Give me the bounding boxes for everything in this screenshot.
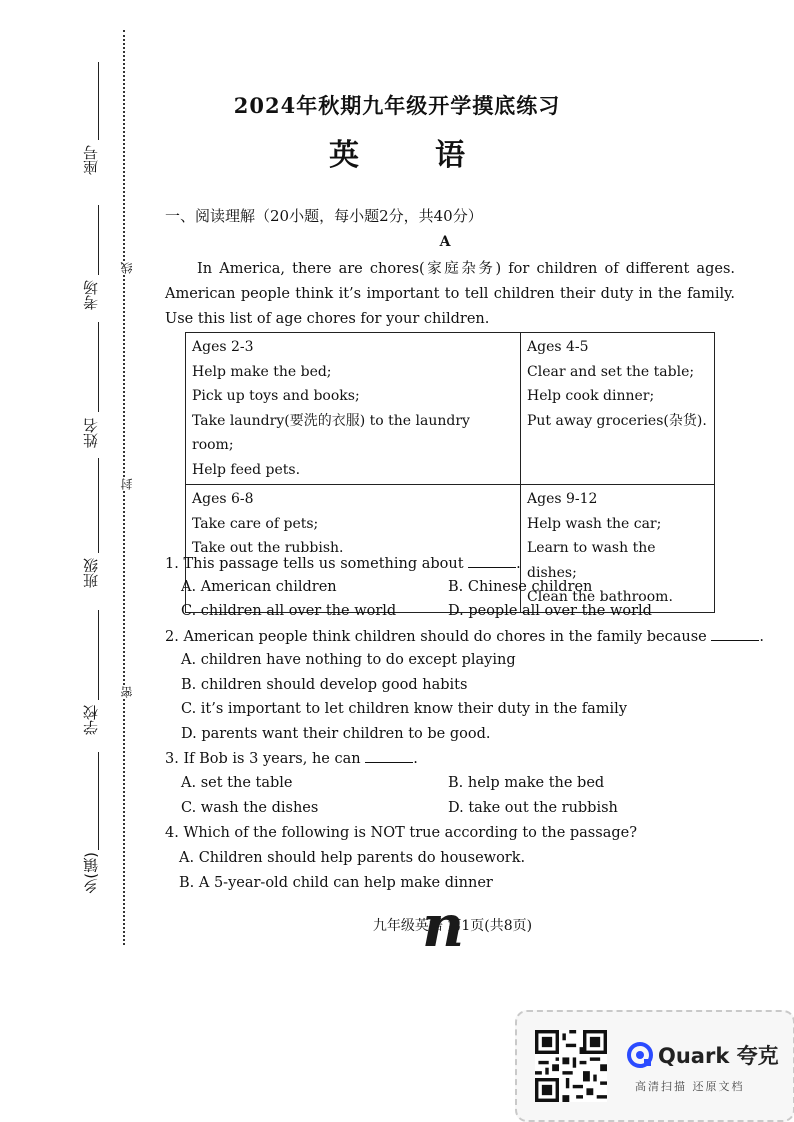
school-line xyxy=(98,610,99,700)
name-line xyxy=(98,322,99,412)
chore-item: Help wash the car; xyxy=(527,515,662,532)
question-2 xyxy=(165,628,764,645)
q3-option-c: C. wash the dishes xyxy=(181,800,319,816)
age-heading: Ages 2-3 xyxy=(192,339,254,355)
age-heading: Ages 6-8 xyxy=(192,491,254,507)
chore-item: Help feed pets. xyxy=(192,461,301,478)
question-4 xyxy=(165,825,637,841)
township-label: 乡(镇) xyxy=(82,852,100,894)
q3-option-a: A. set the table xyxy=(181,775,293,791)
q4-option-b: B. A 5-year-old child can help make dinner xyxy=(179,875,493,891)
answer-blank xyxy=(468,555,516,568)
exam-title: 2024年秋期九年级开学摸底练习 xyxy=(233,93,561,118)
quark-badge[interactable] xyxy=(515,1010,794,1122)
page-footer: 九年级英语 第1页(共8页) xyxy=(372,918,533,934)
q3-option-d: D. take out the rubbish xyxy=(448,800,618,816)
chore-item: Help make the bed; xyxy=(192,363,332,380)
chore-item: Take care of pets; xyxy=(192,515,319,532)
qr-code-icon[interactable] xyxy=(535,1030,607,1102)
question-stem: 1. This passage tells us something about xyxy=(165,556,469,572)
class-label: 班级 xyxy=(82,558,100,588)
question-stem-end: . xyxy=(759,629,764,645)
answer-blank xyxy=(711,628,759,641)
question-stem: 2. American people think children should do chores in the family because xyxy=(165,629,712,645)
table-row xyxy=(186,333,715,485)
chore-item: Put away groceries(杂货). xyxy=(527,412,707,429)
q3-option-b: B. help make the bed xyxy=(448,775,605,791)
table-cell xyxy=(521,333,715,485)
passage-text: In America, there are chores(家庭杂务) for children of different ages. American people think it’s important to tell children their duty in the family. Use this list of age chores for your children. xyxy=(165,261,735,327)
age-heading: Ages 4-5 xyxy=(527,339,589,355)
class-line xyxy=(98,458,99,553)
quark-logo-icon xyxy=(627,1042,653,1068)
subject-char-1: 英 xyxy=(329,138,359,173)
q1-option-d: D. people all over the world xyxy=(448,603,652,619)
chore-item: Learn to wash the dishes; xyxy=(527,540,656,581)
q1-option-b: B. Chinese children xyxy=(448,579,593,595)
age-heading: Ages 9-12 xyxy=(527,491,598,507)
school-label: 学校 xyxy=(82,705,100,735)
q2-option-b: B. children should develop good habits xyxy=(181,677,468,693)
cut-mark-line: 线 xyxy=(120,262,134,274)
cut-mark-secret: 密 xyxy=(120,686,134,698)
question-stem-end: . xyxy=(413,751,418,767)
section-heading: 一、阅读理解（20小题，每小题2分，共40分） xyxy=(165,207,483,225)
subject-char-2: 语 xyxy=(435,138,465,173)
exam-room-label: 考场 xyxy=(82,280,100,310)
q1-option-a: A. American children xyxy=(181,579,337,595)
question-3 xyxy=(165,750,418,767)
township-line xyxy=(98,752,99,850)
q2-option-c: C. it’s important to let children know their duty in the family xyxy=(181,701,628,717)
subject-title xyxy=(0,130,794,174)
answer-blank xyxy=(365,750,413,763)
watermark-glyph: n xyxy=(422,892,465,960)
chore-item: Help cook dinner; xyxy=(527,388,655,404)
q4-option-a: A. Children should help parents do housework. xyxy=(179,850,526,866)
quark-brand: Quark 夸克 xyxy=(658,1044,779,1068)
q2-option-d: D. parents want their children to be good. xyxy=(181,726,491,742)
passage-label: A xyxy=(439,234,451,250)
q1-option-c: C. children all over the world xyxy=(181,603,397,619)
chore-item: Clear and set the table; xyxy=(527,363,695,380)
chore-item: Pick up toys and books; xyxy=(192,388,360,404)
passage-paragraph xyxy=(165,257,735,332)
quark-subtitle: 高清扫描 还原文档 xyxy=(635,1080,745,1093)
q2-option-a: A. children have nothing to do except playing xyxy=(181,652,516,668)
chore-item: Take laundry(要洗的衣服) to the laundry room; xyxy=(192,412,470,453)
chore-item: Clean the bathroom. xyxy=(527,589,673,605)
question-1 xyxy=(165,555,521,572)
seat-number-label: 座号 xyxy=(82,145,100,175)
question-stem-end: . xyxy=(516,556,521,572)
question-stem: 3. If Bob is 3 years, he can xyxy=(165,751,366,767)
cut-mark-seal: 封 xyxy=(120,478,134,490)
table-cell xyxy=(186,333,521,485)
question-stem: 4. Which of the following is NOT true according to the passage? xyxy=(165,825,637,841)
chore-item: Take out the rubbish. xyxy=(192,540,344,556)
name-label: 姓名 xyxy=(82,418,100,448)
